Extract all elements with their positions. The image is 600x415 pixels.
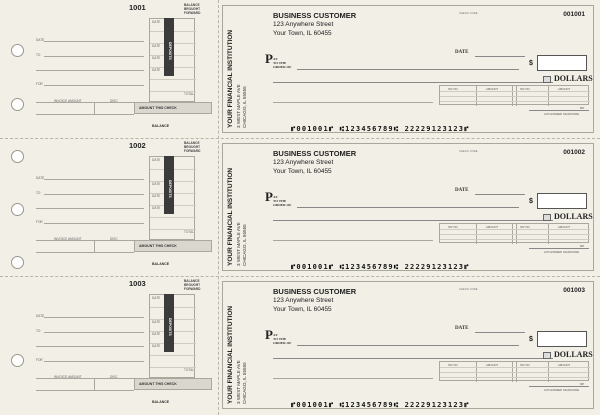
- inv-amount-header: AMOUNT: [486, 363, 499, 367]
- bank-name: YOUR FINANCIAL INSTITUTION: [227, 167, 234, 266]
- stub-invoice-amount-label: INVOICE AMOUNT: [54, 99, 82, 103]
- check-date-line: [475, 332, 525, 333]
- check-number: 001002: [563, 149, 585, 156]
- stub-to-line: [44, 56, 144, 57]
- stub-to-label: TO: [36, 191, 41, 195]
- dollar-sign: $: [529, 336, 533, 343]
- stub-invoice-amount-label: INVOICE AMOUNT: [54, 237, 82, 241]
- check-code: CHECK CODE: [459, 149, 478, 153]
- check-number: 001001: [563, 11, 585, 18]
- check-stub: [34, 0, 214, 138]
- check-date-line: [475, 56, 525, 57]
- dollars-label: DOLLARS: [554, 212, 593, 221]
- payee-line: [297, 345, 519, 346]
- memo-line: [273, 240, 433, 241]
- dollars-label: DOLLARS: [554, 350, 593, 359]
- stub-check-number: 1001: [129, 3, 146, 12]
- bank-info: [227, 166, 257, 266]
- bank-info: [227, 304, 257, 404]
- stub-balance-label: BALANCE: [152, 124, 170, 128]
- stub-line: [36, 378, 134, 379]
- memo-line: [273, 102, 433, 103]
- signature-line: [529, 248, 589, 249]
- stub-line: [36, 208, 144, 209]
- stub-date-label: DATE: [36, 38, 45, 42]
- dollars-label: DOLLARS: [554, 74, 593, 83]
- mp-label: MP: [580, 382, 585, 386]
- balance-brought-forward-label: BALANCE BROUGHT FORWARD: [184, 279, 201, 291]
- customer-address-1: 123 Anywhere Street: [273, 21, 334, 28]
- stub-to-label: TO: [36, 53, 41, 57]
- stub-check-number: 1002: [129, 141, 146, 150]
- signature-line: [529, 386, 589, 387]
- stub-col-date-label: DATE: [152, 182, 161, 186]
- stub-line: [36, 114, 134, 115]
- pay-to-the-order-of-label: AY TO THE ORDER OF: [273, 195, 292, 208]
- stub-check-number: 1003: [129, 279, 146, 288]
- customer-address-2: Your Town, IL 60455: [273, 168, 332, 175]
- pay-initial: P: [265, 327, 273, 342]
- inv-amount-header: AMOUNT: [486, 225, 499, 229]
- bank-address-1: 3 WEST MAPLE AVE: [236, 84, 241, 128]
- micr-line: ⑈001001⑈ ⑆123456789⑆ 22229123123⑈: [291, 263, 470, 271]
- customer-address-2: Your Town, IL 60455: [273, 30, 332, 37]
- stub-col-date-label: DATE: [152, 320, 161, 324]
- stub-total-label: TOTAL: [184, 92, 194, 96]
- check-date-label: DATE: [455, 326, 469, 331]
- amount-this-check-bar: [134, 102, 212, 114]
- invoice-table: [439, 85, 589, 105]
- stub-invoice-amount-label: INVOICE AMOUNT: [54, 375, 82, 379]
- authorized-signature-label: AUTHORIZED SIGNATURE: [544, 250, 580, 254]
- inv-amount-header: AMOUNT: [558, 87, 571, 91]
- bank-name: YOUR FINANCIAL INSTITUTION: [227, 29, 234, 128]
- stub-line: [36, 102, 134, 103]
- bank-name: YOUR FINANCIAL INSTITUTION: [227, 305, 234, 404]
- stub-col-date-label: DATE: [152, 44, 161, 48]
- binder-hole: [11, 44, 24, 57]
- stub-col-date-label: DATE: [152, 194, 161, 198]
- stub-date-label: DATE: [36, 176, 45, 180]
- amount-this-check-bar: [134, 378, 212, 390]
- amount-this-check-label: AMOUNT THIS CHECK: [139, 106, 177, 110]
- amount-this-check-label: AMOUNT THIS CHECK: [139, 244, 177, 248]
- check-stub: [34, 138, 214, 276]
- stub-line: [36, 390, 134, 391]
- stub-col-date-label: DATE: [152, 296, 161, 300]
- binder-hole: [11, 256, 24, 269]
- invoice-table: [439, 223, 589, 243]
- amount-words-line: [273, 358, 553, 359]
- customer-address-1: 123 Anywhere Street: [273, 159, 334, 166]
- customer-address-1: 123 Anywhere Street: [273, 297, 334, 304]
- stub-for-label: FOR: [36, 82, 43, 86]
- perforation-vertical: [218, 0, 219, 415]
- stub-for-label: FOR: [36, 220, 43, 224]
- binder-hole: [11, 203, 24, 216]
- pay-initial: P: [265, 51, 273, 66]
- balance-brought-forward-label: BALANCE BROUGHT FORWARD: [184, 141, 201, 153]
- inv-no-header: INV NO: [520, 363, 530, 367]
- inv-no-header: INV NO: [448, 225, 458, 229]
- check-date-label: DATE: [455, 188, 469, 193]
- check-date-label: DATE: [455, 50, 469, 55]
- stub-date-label: DATE: [36, 314, 45, 318]
- signature-line: [529, 110, 589, 111]
- bank-address-2: CHICAGO, IL 55555: [242, 86, 247, 128]
- stub-total-label: TOTAL: [184, 368, 194, 372]
- check-number: 001003: [563, 287, 585, 294]
- stub-to-line: [44, 194, 144, 195]
- memo-line: [273, 378, 433, 379]
- security-lock-icon: [543, 352, 551, 359]
- stub-total-label: TOTAL: [184, 230, 194, 234]
- amount-words-line: [273, 82, 553, 83]
- stub-col-date-label: DATE: [152, 206, 161, 210]
- security-lock-icon: [543, 214, 551, 221]
- binder-hole: [11, 354, 24, 367]
- stub-col-date-label: DATE: [152, 20, 161, 24]
- authorized-signature-label: AUTHORIZED SIGNATURE: [544, 112, 580, 116]
- check: [222, 5, 594, 133]
- payee-line: [297, 207, 519, 208]
- binder-hole: [11, 150, 24, 163]
- invoice-table: [439, 361, 589, 381]
- amount-box: [537, 55, 587, 71]
- bank-address-2: CHICAGO, IL 55555: [242, 224, 247, 266]
- stub-line: [36, 252, 134, 253]
- bank-info: [227, 28, 257, 128]
- inv-amount-header: AMOUNT: [558, 225, 571, 229]
- bank-address-1: 3 WEST MAPLE AVE: [236, 222, 241, 266]
- stub-line: [36, 346, 144, 347]
- stub-date-line: [44, 317, 144, 318]
- check-code: CHECK CODE: [459, 11, 478, 15]
- stub-divider: [94, 240, 95, 252]
- stub-line: [36, 70, 144, 71]
- stub-balance-label: BALANCE: [152, 400, 170, 404]
- stub-for-line: [44, 85, 144, 86]
- stub-for-label: FOR: [36, 358, 43, 362]
- micr-line: ⑈001001⑈ ⑆123456789⑆ 22229123123⑈: [291, 125, 470, 133]
- amount-this-check-label: AMOUNT THIS CHECK: [139, 382, 177, 386]
- bank-address-2: CHICAGO, IL 55555: [242, 362, 247, 404]
- inv-no-header: INV NO: [520, 87, 530, 91]
- deposits-label: DEPOSITS: [168, 42, 172, 60]
- stub-divider: [94, 102, 95, 114]
- mp-label: MP: [580, 244, 585, 248]
- pay-initial: P: [265, 189, 273, 204]
- pay-to-the-order-of-label: AY TO THE ORDER OF: [273, 57, 292, 70]
- balance-brought-forward-label: BALANCE BROUGHT FORWARD: [184, 3, 201, 15]
- stub-date-line: [44, 179, 144, 180]
- stub-for-line: [44, 223, 144, 224]
- check-date-line: [475, 194, 525, 195]
- dollar-sign: $: [529, 60, 533, 67]
- customer-name: BUSINESS CUSTOMER: [273, 149, 357, 158]
- stub-disc-label: DISC: [110, 237, 118, 241]
- stub-line: [36, 240, 134, 241]
- check: [222, 281, 594, 409]
- security-lock-icon: [543, 76, 551, 83]
- pay-to-the-order-of-label: AY TO THE ORDER OF: [273, 333, 292, 346]
- amount-words-line: [273, 220, 553, 221]
- stub-date-line: [44, 41, 144, 42]
- amount-this-check-bar: [134, 240, 212, 252]
- inv-no-header: INV NO: [520, 225, 530, 229]
- stub-balance-label: BALANCE: [152, 262, 170, 266]
- inv-amount-header: AMOUNT: [558, 363, 571, 367]
- amount-box: [537, 193, 587, 209]
- amount-box: [537, 331, 587, 347]
- inv-amount-header: AMOUNT: [486, 87, 499, 91]
- stub-for-line: [44, 361, 144, 362]
- check-code: CHECK CODE: [459, 287, 478, 291]
- stub-to-label: TO: [36, 329, 41, 333]
- inv-no-header: INV NO: [448, 87, 458, 91]
- deposits-label: DEPOSITS: [168, 180, 172, 198]
- micr-line: ⑈001001⑈ ⑆123456789⑆ 22229123123⑈: [291, 401, 470, 409]
- stub-disc-label: DISC: [110, 99, 118, 103]
- customer-name: BUSINESS CUSTOMER: [273, 287, 357, 296]
- deposits-label: DEPOSITS: [168, 318, 172, 336]
- mp-label: MP: [580, 106, 585, 110]
- authorized-signature-label: AUTHORIZED SIGNATURE: [544, 388, 580, 392]
- stub-col-date-label: DATE: [152, 344, 161, 348]
- dollar-sign: $: [529, 198, 533, 205]
- binder-hole: [11, 98, 24, 111]
- customer-name: BUSINESS CUSTOMER: [273, 11, 357, 20]
- stub-to-line: [44, 332, 144, 333]
- stub-col-date-label: DATE: [152, 56, 161, 60]
- deposits-bar: [164, 18, 174, 76]
- customer-address-2: Your Town, IL 60455: [273, 306, 332, 313]
- stub-disc-label: DISC: [110, 375, 118, 379]
- inv-no-header: INV NO: [448, 363, 458, 367]
- deposits-bar: [164, 156, 174, 214]
- stub-divider: [94, 378, 95, 390]
- deposits-bar: [164, 294, 174, 352]
- stub-col-date-label: DATE: [152, 158, 161, 162]
- check-stub: [34, 276, 214, 414]
- check: [222, 143, 594, 271]
- bank-address-1: 3 WEST MAPLE AVE: [236, 360, 241, 404]
- stub-col-date-label: DATE: [152, 68, 161, 72]
- stub-col-date-label: DATE: [152, 332, 161, 336]
- payee-line: [297, 69, 519, 70]
